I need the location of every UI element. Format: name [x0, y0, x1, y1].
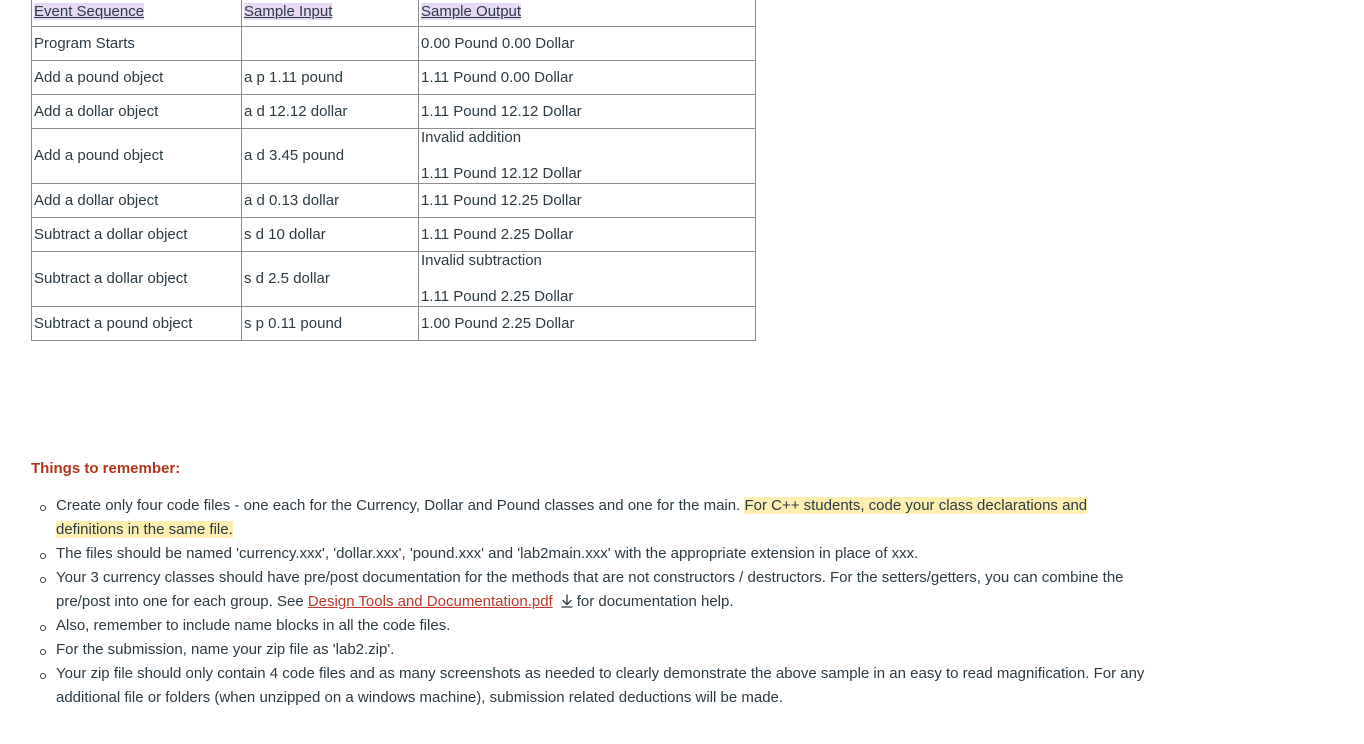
cell-input: a d 12.12 dollar	[242, 95, 419, 129]
sample-table	[31, 0, 756, 341]
table-row	[32, 27, 756, 61]
cell-input: a d 0.13 dollar	[242, 184, 419, 218]
cell-output	[419, 129, 756, 184]
cell-input: s d 10 dollar	[242, 218, 419, 252]
cell-output: 0.00 Pound 0.00 Dollar	[419, 27, 756, 61]
list-item: Also, remember to include name blocks in all the code files.	[56, 614, 1146, 638]
table-row	[32, 129, 756, 184]
cell-event: Subtract a pound object	[32, 307, 242, 341]
cell-input: s d 2.5 dollar	[242, 252, 419, 307]
table-row	[32, 307, 756, 341]
remember-list	[31, 494, 1146, 710]
output-line: Invalid addition	[421, 129, 522, 146]
cell-output: 1.00 Pound 2.25 Dollar	[419, 307, 756, 341]
cell-event: Add a pound object	[32, 129, 242, 184]
cell-event: Program Starts	[32, 27, 242, 61]
output-line: 1.11 Pound 2.25 Dollar	[421, 288, 574, 305]
cell-input: s p 0.11 pound	[242, 307, 419, 341]
cell-output: 1.11 Pound 2.25 Dollar	[419, 218, 756, 252]
table-row	[32, 218, 756, 252]
cell-input: a p 1.11 pound	[242, 61, 419, 95]
header-sample-input: Sample Input	[242, 0, 419, 27]
list-item: The files should be named 'currency.xxx', 'dollar.xxx', 'pound.xxx' and 'lab2main.xxx' with the appropriate extension in place of xxx.	[56, 542, 1146, 566]
header-event-sequence: Event Sequence	[32, 0, 242, 27]
cell-output	[419, 252, 756, 307]
output-line: Invalid subtraction	[421, 252, 542, 269]
cell-input	[242, 27, 419, 61]
cell-event: Subtract a dollar object	[32, 218, 242, 252]
cell-event: Add a pound object	[32, 61, 242, 95]
cell-output: 1.11 Pound 12.12 Dollar	[419, 95, 756, 129]
design-tools-pdf-link[interactable]: Design Tools and Documentation.pdf	[307, 593, 553, 610]
cell-output: 1.11 Pound 0.00 Dollar	[419, 61, 756, 95]
list-item: Create only four code files - one each for the Currency, Dollar and Pound classes and one for the main. For C++ students, code your class declarations and definitions in the same file.	[56, 494, 1146, 542]
list-item: For the submission, name your zip file as 'lab2.zip'.	[56, 638, 1146, 662]
list-item: Your zip file should only contain 4 code files and as many screenshots as needed to clearly demonstrate the above sample in an easy to read magnification. For any additional file or folders (when unzipped on a windows machine), submission related deductions will be made.	[56, 662, 1146, 710]
list-item: Your 3 currency classes should have pre/post documentation for the methods that are not constructors / destructors. For the setters/getters, you can combine the pre/post into one for each group. See Design Tools and Documentation.pdf for documentation help.	[56, 566, 1146, 614]
cell-event: Add a dollar object	[32, 184, 242, 218]
download-icon[interactable]	[559, 593, 575, 609]
highlighted-note: For C++ students, code your class declarations and definitions in the same file.	[56, 497, 1088, 538]
table-row	[32, 61, 756, 95]
cell-input: a d 3.45 pound	[242, 129, 419, 184]
table-row	[32, 95, 756, 129]
table-header-row	[32, 0, 756, 27]
table-row	[32, 184, 756, 218]
header-sample-output: Sample Output	[419, 0, 756, 27]
output-line: 1.11 Pound 12.12 Dollar	[421, 165, 582, 182]
cell-event: Add a dollar object	[32, 95, 242, 129]
cell-output: 1.11 Pound 12.25 Dollar	[419, 184, 756, 218]
things-to-remember-heading: Things to remember:	[31, 460, 181, 477]
cell-event: Subtract a dollar object	[32, 252, 242, 307]
table-row	[32, 252, 756, 307]
